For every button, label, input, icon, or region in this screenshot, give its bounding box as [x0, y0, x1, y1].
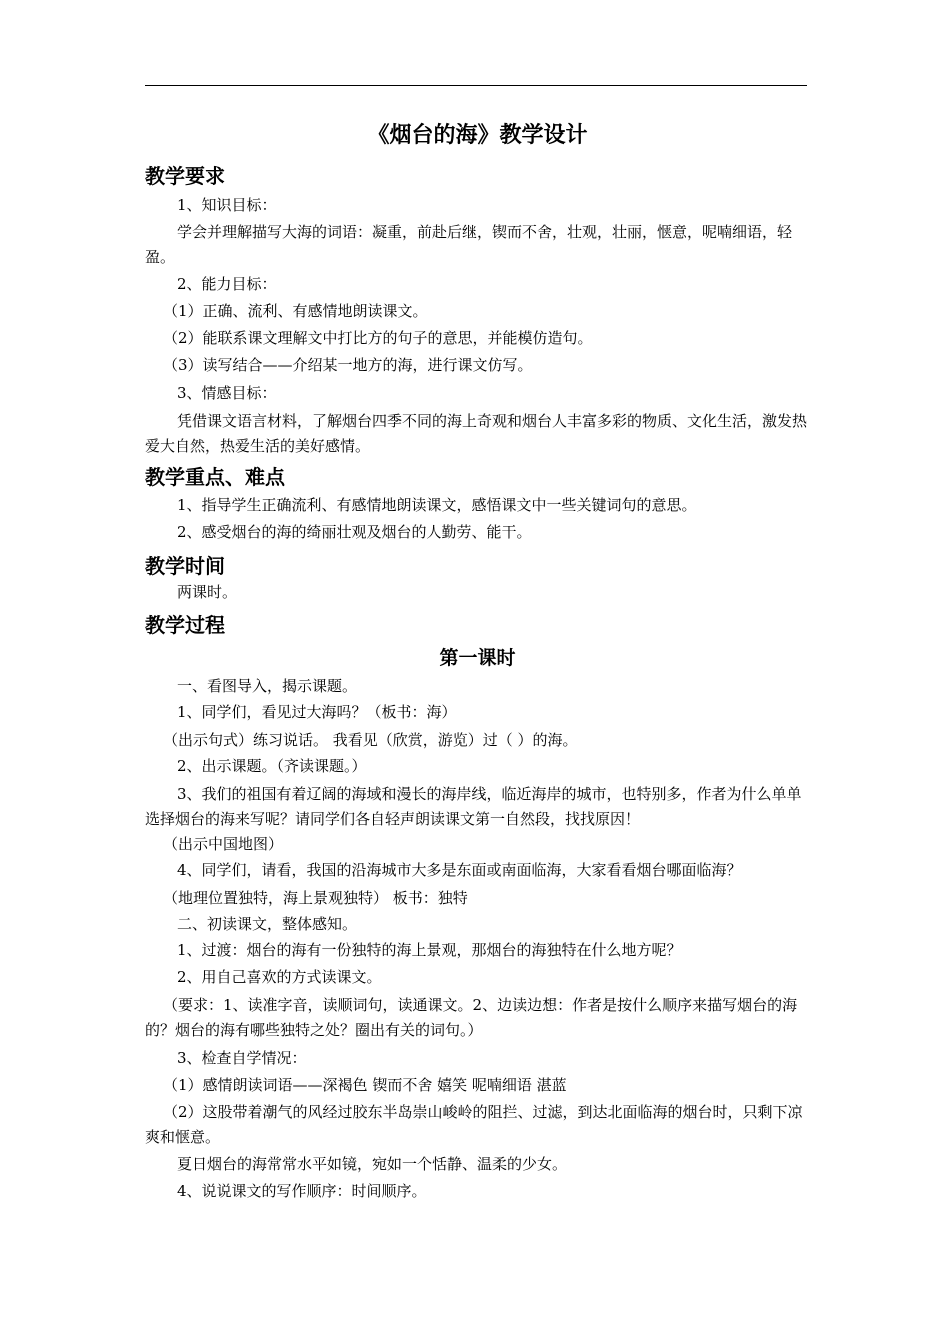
paragraph: 2、用自己喜欢的方式读课文。 — [177, 968, 382, 986]
paragraph: 1、同学们，看见过大海吗？（板书：海） — [177, 703, 457, 721]
section-heading-process: 教学过程 — [145, 613, 225, 637]
paragraph: （出示中国地图） — [163, 835, 284, 853]
paragraph: （地理位置独特，海上景观独特） 板书：独特 — [163, 889, 468, 907]
paragraph: 一、看图导入，揭示课题。 — [177, 677, 358, 695]
paragraph: （出示句式）练习说话。 我看见（欣赏，游览）过（ ）的海。 — [163, 731, 578, 749]
paragraph: （要求：1、读准字音，读顺词句，读通课文。2、边读边想：作者是按什么顺序来描写烟台的海的？烟台的海有哪些独特之处？圈出有关的词句。） — [145, 996, 798, 1039]
paragraph: （1）正确、流利、有感情地朗读课文。 — [163, 302, 428, 320]
paragraph: 凭借课文语言材料，了解烟台四季不同的海上奇观和烟台人丰富多彩的物质、文化生活，激发热爱大自然，热爱生活的美好感情。 — [145, 412, 808, 455]
paragraph: （1）感情朗读词语——深褐色 锲而不舍 嬉笑 呢喃细语 湛蓝 — [163, 1076, 567, 1094]
paragraph: 1、过渡：烟台的海有一份独特的海上景观，那烟台的海独特在什么地方呢？ — [177, 941, 682, 959]
paragraph: 2、感受烟台的海的绮丽壮观及烟台的人勤劳、能干。 — [177, 523, 532, 541]
paragraph: （3）读写结合——介绍某一地方的海，进行课文仿写。 — [163, 356, 533, 374]
section-heading-requirements: 教学要求 — [145, 164, 225, 188]
header-rule — [145, 85, 807, 86]
paragraph: 3、我们的祖国有着辽阔的海域和漫长的海岸线，临近海岸的城市，也特别多，作者为什么单单选择烟台的海来写呢？请同学们各自轻声朗读课文第一自然段，找找原因！ — [145, 785, 802, 828]
lesson-subheading: 第一课时 — [439, 647, 516, 669]
document-title: 《烟台的海》教学设计 — [367, 123, 588, 148]
paragraph: 4、说说课文的写作顺序：时间顺序。 — [177, 1182, 427, 1200]
paragraph: 2、出示课题。（齐读课题。） — [177, 757, 367, 775]
paragraph: （2）能联系课文理解文中打比方的句子的意思，并能模仿造句。 — [163, 329, 593, 347]
paragraph: 1、知识目标： — [177, 196, 277, 214]
paragraph: （2）这股带着潮气的风经过胶东半岛崇山峻岭的阻拦、过滤，到达北面临海的烟台时，只剩下凉爽和惬意。 — [145, 1103, 803, 1146]
paragraph: 两课时。 — [177, 583, 238, 601]
paragraph: 3、检查自学情况： — [177, 1049, 307, 1067]
paragraph: 2、能力目标： — [177, 275, 277, 293]
paragraph: 二、初读课文，整体感知。 — [177, 915, 358, 933]
section-heading-time: 教学时间 — [145, 554, 225, 578]
section-heading-key-points: 教学重点、难点 — [145, 465, 285, 489]
paragraph: 1、指导学生正确流利、有感情地朗读课文，感悟课文中一些关键词句的意思。 — [177, 496, 697, 514]
paragraph: 3、情感目标： — [177, 384, 277, 402]
paragraph: 4、同学们，请看，我国的沿海城市大多是东面或南面临海，大家看看烟台哪面临海？ — [177, 861, 742, 879]
paragraph: 夏日烟台的海常常水平如镜，宛如一个恬静、温柔的少女。 — [177, 1155, 568, 1173]
paragraph: 学会并理解描写大海的词语：凝重，前赴后继，锲而不舍，壮观，壮丽，惬意，呢喃细语，轻盈。 — [145, 223, 793, 266]
